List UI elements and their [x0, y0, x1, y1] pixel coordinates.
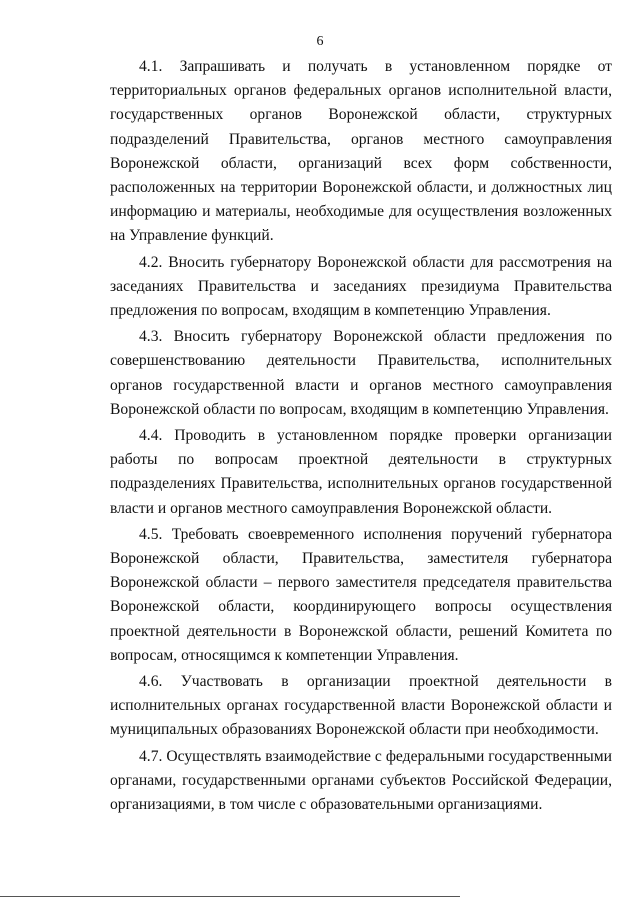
paragraph-4-7: 4.7. Осуществлять взаимодействие с федеральными государственными органами, государственными органами субъектов Российской Федерации, организациями, в том числе с образовательными организациями. — [110, 747, 612, 814]
paragraph-4-4: 4.4. Проводить в установленном порядке проверки организации работы по вопросам проектной деятельности в структурных подразделениях Правительства, исполнительных органов государственной власти и органов местного самоуправления Воронежской области. — [110, 427, 612, 517]
paragraph-4-6: 4.6. Участвовать в организации проектной деятельности в исполнительных органах государственной власти Воронежской области и муниципальных образованиях Воронежской области при необходимости. — [110, 673, 612, 739]
page-number: 6 — [316, 34, 324, 49]
paragraph-4-5: 4.5. Требовать своевременного исполнения поручений губернатора Воронежской области, Правительства, заместителя губернатора Воронежской области – первого заместителя председателя правительства Воронежской области, координирующего вопросы осуществления проектной деятельности в Воронежской области, решений Комитета по вопросам, относящимся к компетенции Управления. — [110, 525, 612, 664]
bottom-divider — [0, 896, 460, 897]
paragraph-4-2: 4.2. Вносить губернатору Воронежской области для рассмотрения на заседаниях Правительства и заседаниях президиума Правительства предложения по вопросам, входящим в компетенцию Управления. — [110, 253, 612, 320]
document-body — [110, 55, 612, 819]
paragraph-4-1: 4.1. Запрашивать и получать в установленном порядке от территориальных органов федеральных органов исполнительной власти, государственных органов Воронежской области, структурных подразделений Правительства, органов местного самоуправления Воронежской области, организаций всех форм собственности, расположенных на территории Воронежской области, и должностных лиц информацию и материалы, необходимые для осуществления возложенных на Управление функций. — [110, 58, 612, 245]
paragraph-4-3: 4.3. Вносить губернатору Воронежской области предложения по совершенствованию деятельности Правительства, исполнительных органов государственной власти и органов местного самоуправления Воронежской области по вопросам, входящим в компетенцию Управления. — [110, 328, 612, 418]
